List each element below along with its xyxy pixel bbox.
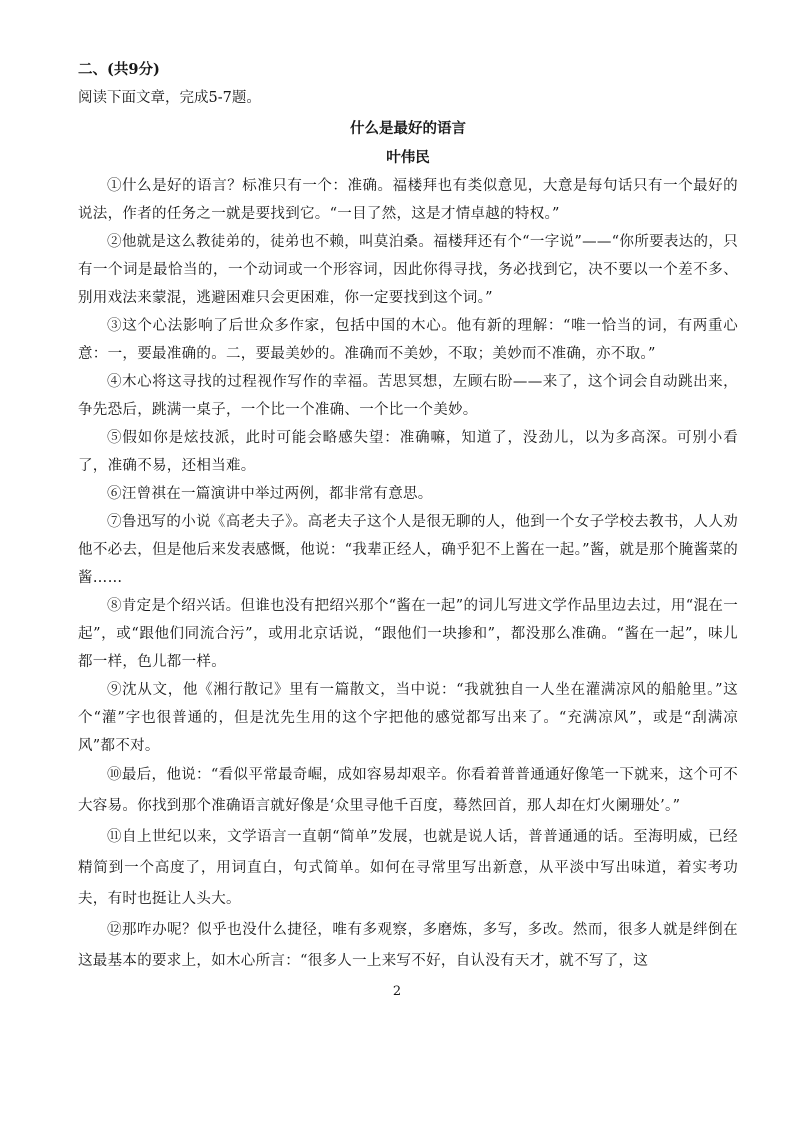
paragraph-8: ⑧肯定是个绍兴话。但谁也没有把绍兴那个“酱在一起”的词儿写进文学作品里边去过，用“混在一起”，或“跟他们同流合污”，或用北京话说，“跟他们一块掺和”，都没那么准确。“酱在一起”，味儿都一样，色儿都一样。	[78, 598, 738, 670]
paragraph-11: ⑪自上世纪以来，文学语言一直朝“简单”发展，也就是说人话，普普通通的话。至海明威，已经精简到一个高度了，用词直白，句式简单。如何在寻常里写出新意，从平淡中写出味道，着实考功夫，有时也挺让人头大。	[78, 829, 738, 907]
article-title: 什么是最好的语言	[350, 120, 466, 137]
page-number: 2	[392, 984, 402, 999]
article-author: 叶伟民	[386, 149, 430, 166]
paragraph-3: ③这个心法影响了后世众多作家，包括中国的木心。他有新的理解：“唯一恰当的词，有两重心意：一，要最准确的。二，要最美妙的。准确而不美妙，不取；美妙而不准确，亦不取。”	[78, 318, 738, 362]
paragraph-7: ⑦鲁迅写的小说《高老夫子》。高老夫子这个人是很无聊的人，他到一个女子学校去教书，人人劝他不必去，但是他后来发表感慨，他说：“我辈正经人，确乎犯不上酱在一起。”酱，就是那个腌酱菜的酱……	[78, 514, 738, 586]
paragraph-2: ②他就是这么教徒弟的，徒弟也不赖，叫莫泊桑。福楼拜还有个“一字说”——“你所要表达的，只有一个词是最恰当的，一个动词或一个形容词，因此你得寻找，务必找到它，决不要以一个差不多、别用戏法来蒙混，逃避困难只会更困难，你一定要找到这个词。”	[78, 234, 738, 306]
paragraph-12: ⑫那咋办呢？似乎也没什么捷径，唯有多观察，多磨炼，多写，多改。然而，很多人就是绊倒在这最基本的要求上，如木心所言：“很多人一上来写不好，自认没有天才，就不写了，这	[78, 922, 738, 969]
paragraph-1: ①什么是好的语言？标准只有一个：准确。福楼拜也有类似意见，大意是每句话只有一个最好的说法，作者的任务之一就是要找到它。“一目了然，这是才情卓越的特权。”	[78, 178, 738, 222]
paragraph-5: ⑤假如你是炫技派，此时可能会略感失望：准确嘛，知道了，没劲儿，以为多高深。可别小看了，准确不易，还相当难。	[78, 430, 738, 474]
paragraph-6: ⑥汪曾祺在一篇演讲中举过两例，都非常有意思。	[107, 486, 433, 502]
paragraph-4: ④木心将这寻找的过程视作写作的幸福。苦思冥想，左顾右盼——来了，这个词会自动跳出来，争先恐后，跳满一桌子，一个比一个准确、一个比一个美妙。	[78, 374, 738, 418]
paragraph-10: ⑩最后，他说：“看似平常最奇崛，成如容易却艰辛。你看着普普通通好像笔一下就来，这个可不大容易。你找到那个准确语言就好像是‘众里寻他千百度，蓦然回首，那人却在灯火阑珊处’。”	[78, 767, 738, 814]
reading-instruction: 阅读下面文章，完成5-7题。	[78, 90, 261, 106]
section-heading: 二、(共9分)	[78, 61, 160, 78]
paragraph-9: ⑨沈从文，他《湘行散记》里有一篇散文，当中说：“我就独自一人坐在灌满凉风的船舱里。”这个“灌”字也很普通的，但是沈先生用的这个字把他的感觉都写出来了。“充满凉风”，或是“刮满凉风”都不对。	[78, 682, 738, 754]
page-content	[78, 56, 738, 977]
